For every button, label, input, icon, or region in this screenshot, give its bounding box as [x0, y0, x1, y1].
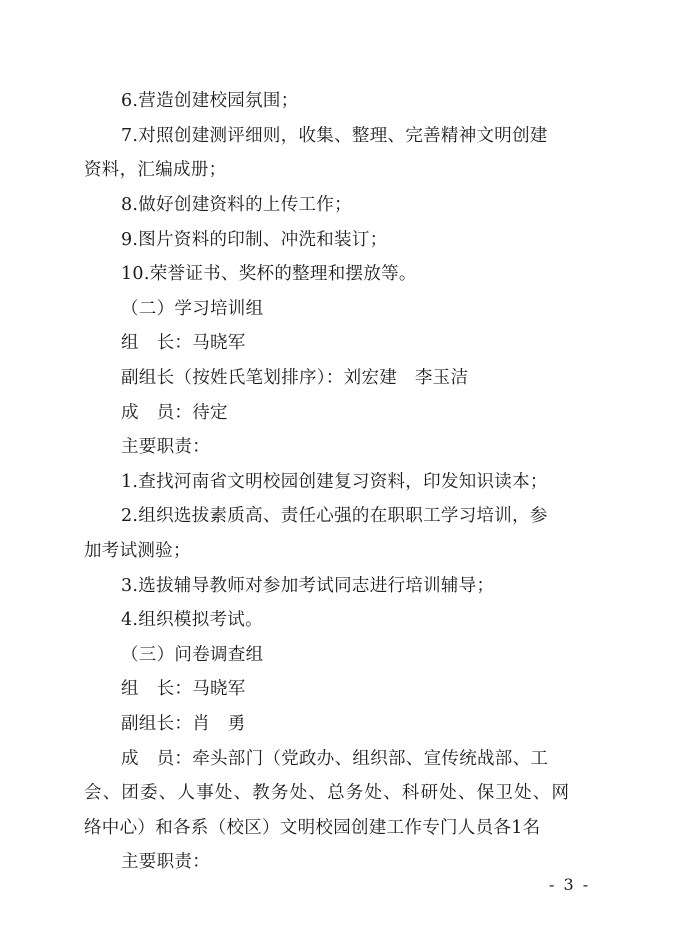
- text-line-members: 成 员：待定: [121, 403, 228, 423]
- text-line-duty-2-cont: 加考试测验；: [84, 541, 191, 561]
- text-line-survey-duties-label: 主要职责：: [121, 852, 210, 872]
- text-line-survey-members-cont-1: 会、团委、人事处、教务处、总务处、科研处、保卫处、网: [84, 783, 571, 803]
- text-line-duty-1: 1.查找河南省文明校园创建复习资料，印发知识读本；: [121, 472, 548, 492]
- text-line-survey-deputy: 副组长：肖 勇: [121, 714, 246, 734]
- text-line-item-7: 7.对照创建测评细则，收集、整理、完善精神文明创建: [121, 126, 548, 146]
- text-line-duty-2: 2.组织选拔素质高、责任心强的在职职工学习培训，参: [121, 506, 548, 526]
- page-number: - 3 -: [549, 875, 591, 894]
- text-line-group-leader: 组 长：马晓军: [121, 333, 246, 353]
- text-line-survey-members: 成 员：牵头部门（党政办、组织部、宣传统战部、工: [121, 749, 549, 769]
- section-heading-study-group: （二）学习培训组: [121, 299, 264, 319]
- text-line-duty-3: 3.选拔辅导教师对参加考试同志进行培训辅导；: [121, 576, 495, 596]
- text-line-item-9: 9.图片资料的印制、冲洗和装订；: [121, 230, 388, 250]
- text-line-deputy-leaders: 副组长（按姓氏笔划排序）：刘宏建 李玉洁: [121, 368, 469, 388]
- section-heading-survey-group: （三）问卷调查组: [121, 645, 264, 665]
- text-line-duties-label: 主要职责：: [121, 437, 210, 457]
- text-line-item-10: 10.荣誉证书、奖杯的整理和摆放等。: [121, 264, 417, 284]
- text-line-survey-members-cont-2: 络中心）和各系（校区）文明校园创建工作专门人员各1名: [84, 818, 541, 838]
- text-line-item-7-cont: 资料，汇编成册；: [84, 160, 227, 180]
- text-line-item-6: 6.营造创建校园氛围；: [121, 91, 299, 111]
- text-line-duty-4: 4.组织模拟考试。: [121, 610, 263, 630]
- text-line-item-8: 8.做好创建资料的上传工作；: [121, 195, 352, 215]
- text-line-survey-leader: 组 长：马晓军: [121, 679, 246, 699]
